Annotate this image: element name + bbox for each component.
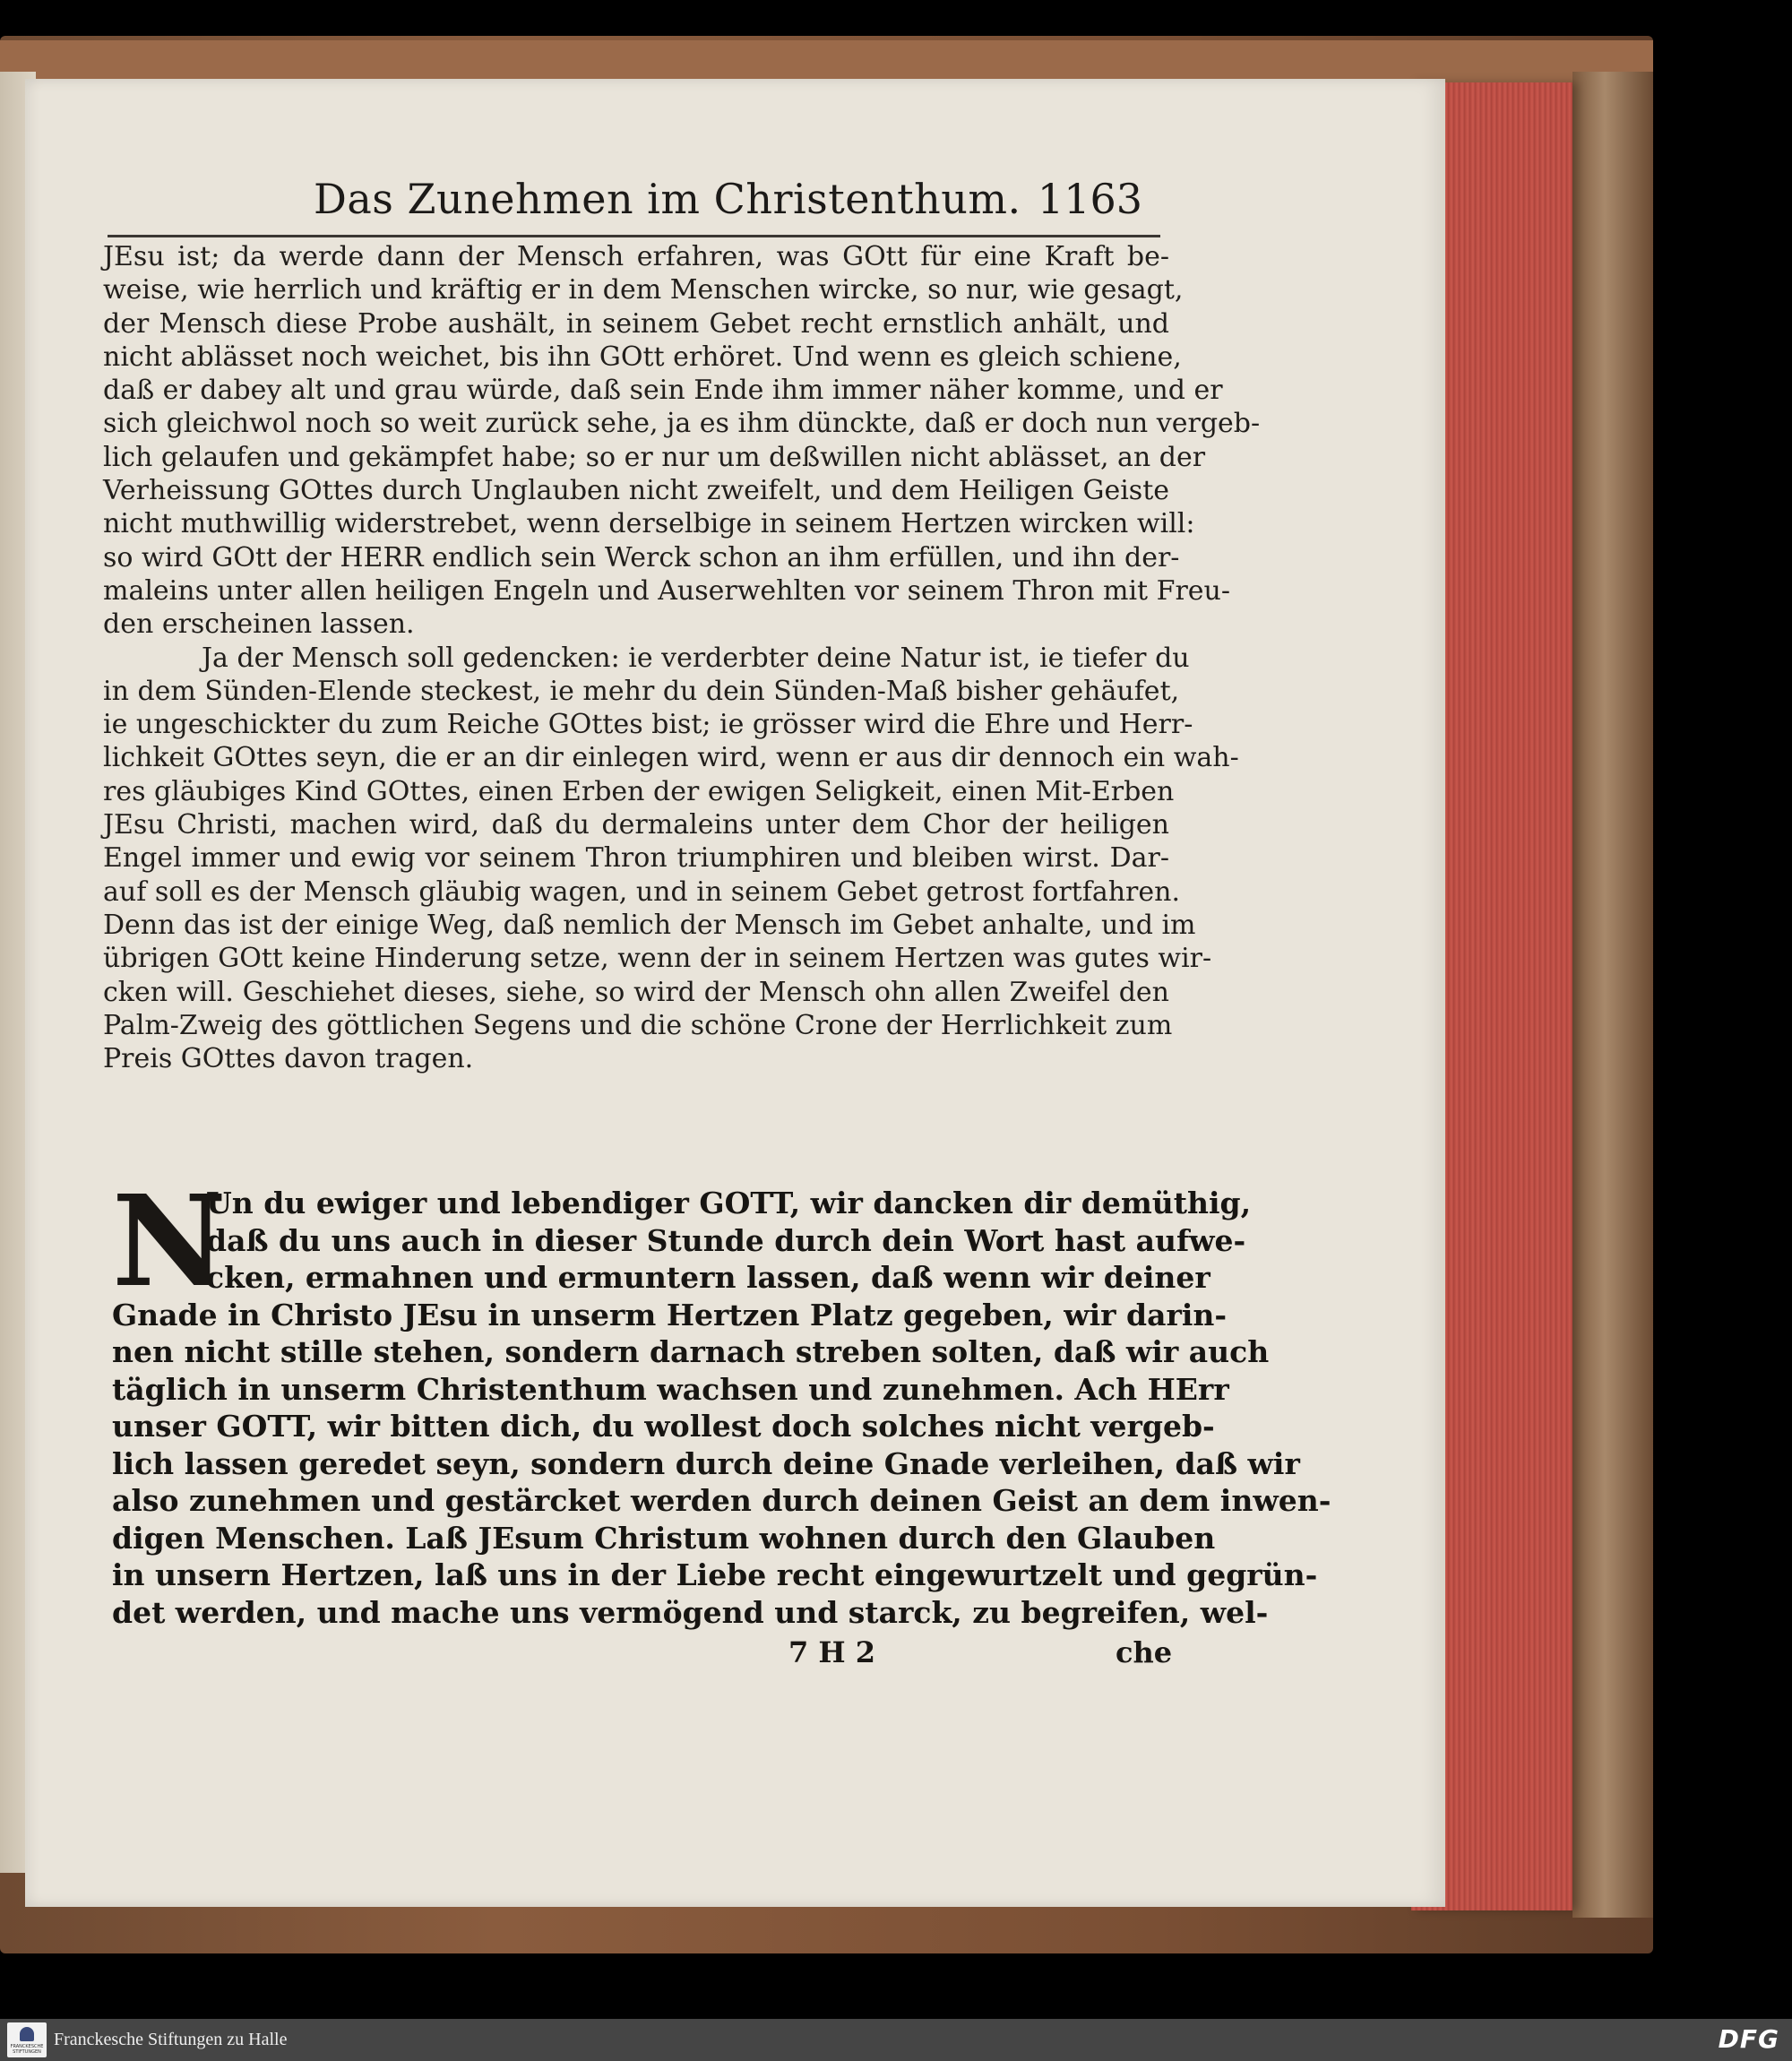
text-line: Engel immer und ewig vor seinem Thron triumphiren und bleiben wirst. Dar- (103, 842, 1169, 875)
running-title: Das Zunehmen im Christenthum. (314, 175, 1021, 223)
running-head (108, 175, 1160, 237)
text-line: daß er dabey alt und grau würde, daß sein Ende ihm immer näher komme, und er (103, 375, 1223, 407)
dfg-logo[interactable]: DFG (1718, 2024, 1779, 2054)
prayer-line: täglich in unserm Christenthum wachsen und zunehmen. Ach HErr (112, 1371, 1229, 1407)
text-line: nicht ablässet noch weichet, bis ihn GOtt erhöret. Und wenn es gleich schiene, (103, 341, 1182, 373)
head-rule (108, 235, 1160, 237)
paragraph-first-line: Ja der Mensch soll gedencken: ie verderbter deine Natur ist, ie tiefer du (202, 642, 1190, 674)
page-number: 1163 (1037, 175, 1142, 223)
prayer-line: in unsern Hertzen, laß uns in der Liebe recht eingewurtzelt und gegrün- (112, 1557, 1318, 1592)
text-line: sich gleichwol noch so weit zurück sehe, ja es ihm dünckte, daß er doch nun vergeb- (103, 408, 1261, 440)
footer-bar (0, 2019, 1792, 2061)
prayer-section (112, 1168, 1331, 1631)
text-line: so wird GOtt der HERR endlich sein Werck schon an ihm erfüllen, und ihn der- (103, 541, 1180, 573)
prayer-line: also zunehmen und gestärcket werden durch deinen Geist an dem inwen- (112, 1483, 1331, 1518)
text-line: lich gelaufen und gekämpfet habe; so er nur um deßwillen nicht ablässet, an der (103, 441, 1206, 473)
text-line: ie ungeschickter du zum Reiche GOttes bist; ie grösser wird die Ehre und Herr- (103, 709, 1193, 741)
body-text (103, 240, 1261, 1075)
prayer-line: nen nicht stille stehen, sondern darnach streben solten, daß wir auch (112, 1334, 1270, 1369)
text-line: Denn das ist der einige Weg, daß nemlich der Mensch im Gebet anhalte, und im (103, 909, 1196, 941)
institution-logo[interactable] (7, 2022, 47, 2057)
text-line: maleins unter allen heiligen Engeln und Auserwehlten vor seinem Thron mit Freu- (103, 574, 1231, 607)
text-line-last: den erscheinen lassen. (103, 608, 415, 641)
text-line: Palm-Zweig des göttlichen Segens und die schöne Crone der Herrlichkeit zum (103, 1009, 1173, 1041)
text-line: weise, wie herrlich und kräftig er in dem Menschen wircke, so nur, wie gesagt, (103, 274, 1184, 306)
institution-name[interactable]: Franckesche Stiftungen zu Halle (54, 2030, 288, 2049)
text-line-last: Preis GOttes davon tragen. (103, 1043, 474, 1075)
prayer-line: unser GOTT, wir bitten dich, du wollest doch solches nicht vergeb- (112, 1409, 1215, 1444)
signature-mark: 7 H 2 (788, 1635, 876, 1669)
text-line: lichkeit GOttes seyn, die er an dir einlegen wird, wenn er aus dir dennoch ein wah- (103, 742, 1239, 774)
prayer-line: daß du uns auch in dieser Stunde durch dein Wort hast aufwe- (206, 1222, 1246, 1258)
text-line: in dem Sünden-Elende steckest, ie mehr du dein Sünden-Maß bisher gehäufet, (103, 675, 1180, 707)
text-line: der Mensch diese Probe aushält, in seinem Gebet recht ernstlich anhält, und (103, 307, 1169, 340)
text-line: JEsu ist; da werde dann der Mensch erfahren, was GOtt für eine Kraft be- (103, 241, 1169, 272)
text-line: Verheissung GOttes durch Unglauben nicht zweifelt, und dem Heiligen Geiste (103, 475, 1169, 507)
catchword: che (1116, 1635, 1173, 1669)
prayer-line: det werden, und mache uns vermögend und starck, zu begreifen, wel- (112, 1594, 1269, 1630)
prayer-line: cken, ermahnen und ermuntern lassen, daß wenn wir deiner (206, 1260, 1210, 1295)
decorated-initial: N (112, 1168, 227, 1315)
book-spine (1572, 72, 1653, 1918)
prayer-line: Un du ewiger und lebendiger GOTT, wir dancken dir demüthig, (206, 1186, 1252, 1220)
prayer-line: lich lassen geredet seyn, sondern durch deine Gnade verleihen, daß wir (112, 1445, 1300, 1481)
prayer-line: Gnade in Christo JEsu in unserm Hertzen Platz gegeben, wir darin- (112, 1297, 1228, 1332)
prayer-line: digen Menschen. Laß JEsum Christum wohnen durch den Glauben (112, 1520, 1216, 1556)
text-line: nicht muthwillig widerstrebet, wenn derselbige in seinem Hertzen wircken will: (103, 508, 1195, 540)
text-line: auf soll es der Mensch gläubig wagen, und in seinem Gebet getrost fortfahren. (103, 875, 1180, 908)
text-line: übrigen GOtt keine Hinderung setze, wenn der in seinem Hertzen was gutes wir- (103, 943, 1212, 975)
text-line: cken will. Geschiehet dieses, siehe, so wird der Mensch ohn allen Zweifel den (103, 976, 1169, 1008)
text-line: res gläubiges Kind GOttes, einen Erben der ewigen Seligkeit, einen Mit-Erben (103, 775, 1175, 807)
logo-emblem-icon (20, 2027, 34, 2041)
logo-text: FRANCKESCHE STIFTUNGEN (10, 2044, 44, 2055)
text-line: JEsu Christi, machen wird, daß du dermaleins unter dem Chor der heiligen (103, 809, 1169, 841)
